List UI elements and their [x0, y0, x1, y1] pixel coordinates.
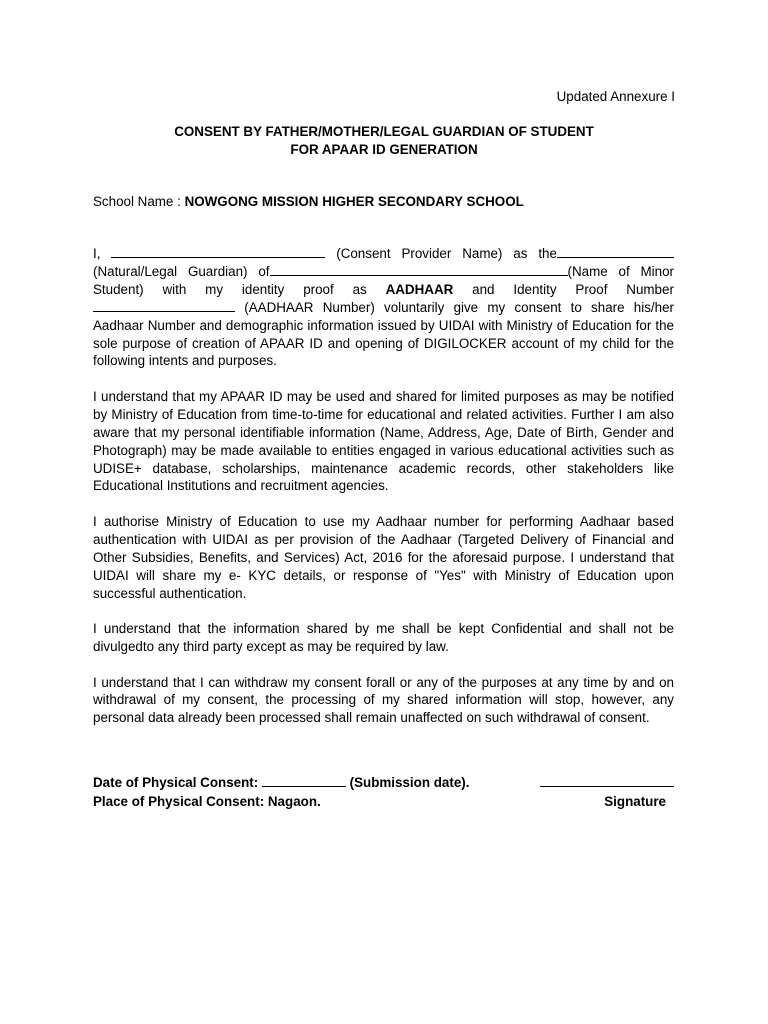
signature-line [540, 774, 674, 787]
school-name-value: NOWGONG MISSION HIGHER SECONDARY SCHOOL [184, 194, 524, 209]
apaar-usage-paragraph: I understand that my APAAR ID may be used and shared for limited purposes as may be notified by Ministry of Education from time-to-time for educational and related activities. Further I am also aware that my personal identifiable information (Name, Address, Age, Date of Birth, Gender and Photograph) may be made available to entities engaged in various educational activities such as UDISE+ database, scholarships, maintenance academic records, other stakeholders like Educational Institutions and recruitment agencies. [93, 388, 674, 494]
signature-label: Signature [604, 794, 666, 809]
date-row [93, 774, 674, 793]
text-as: as [513, 246, 528, 261]
school-name-label: School Name : [93, 194, 181, 209]
text-proof: proof [303, 281, 334, 297]
text-proof-2: Proof [575, 281, 608, 297]
consent-line-2 [93, 263, 674, 281]
date-blank [262, 774, 346, 787]
text-student: Student) [93, 281, 144, 297]
consent-provider-name-label: (Consent Provider Name) [336, 246, 503, 261]
guardian-label: (Natural/Legal Guardian) of [93, 263, 270, 279]
aadhaar-number-blank [93, 299, 235, 312]
text-number: Number [626, 281, 674, 297]
text-identity: identity [241, 281, 285, 297]
school-name-row [93, 193, 524, 211]
consent-rest [93, 299, 674, 371]
form-title-line-2: FOR APAAR ID GENERATION [290, 141, 478, 157]
text-with: with [162, 281, 187, 297]
consent-rest-text: (AADHAAR Number) voluntarily give my consent to share his/her Aadhaar Number and demographic information issued by UIDAI with Ministry of Education for the sole purpose of creation of APAAR ID and opening of DIGILOCKER account of my child for the following intents and purposes. [93, 299, 674, 369]
consent-line-1 [93, 245, 674, 263]
minor-student-name-blank [270, 263, 568, 276]
minor-name-label: (Name of Minor [567, 263, 674, 279]
place-label: Place of Physical Consent: [93, 794, 265, 809]
submission-date-label: (Submission date). [349, 775, 470, 790]
text-the: the [538, 246, 557, 261]
the-with-blank [538, 246, 674, 261]
form-footer [93, 774, 674, 812]
withdrawal-paragraph: I understand that I can withdraw my consent forall or any of the purposes at any time by and on withdrawal of my consent, the processing of my shared information will stop, however, any personal data already been processed shall remain unaffected on such withdrawal of consent. [93, 674, 674, 726]
date-label: Date of Physical Consent: [93, 775, 259, 790]
authorisation-paragraph: I authorise Ministry of Education to use my Aadhaar number for performing Aadhaar based authentication with UIDAI as per provision of the Aadhaar (Targeted Delivery of Financial and Other Subsidies, Benefits, and Services) Act, 2016 for the aforesaid purpose. I understand that UIDAI will share my e- KYC details, or response of "Yes" with Ministry of Education upon successful authentication. [93, 513, 674, 601]
confidentiality-paragraph: I understand that the information shared by me shall be kept Confidential and shall not be divulgedto any third party except as may be required by law. [93, 621, 674, 654]
relation-blank [557, 245, 674, 258]
text-identity-2: Identity [513, 281, 557, 297]
text-aadhaar: AADHAAR [385, 281, 454, 297]
text-i: I, [93, 246, 101, 261]
annexure-label: Updated Annexure I [556, 89, 675, 104]
text-my: my [205, 281, 224, 297]
text-and: and [472, 281, 495, 297]
form-title-line-1: CONSENT BY FATHER/MOTHER/LEGAL GUARDIAN OF STUDENT [174, 124, 594, 139]
consent-line-3 [93, 281, 674, 299]
place-value: Nagaon. [267, 794, 321, 809]
place-of-consent [93, 793, 321, 812]
consent-body [93, 245, 674, 727]
consent-provider-name-blank [111, 245, 325, 258]
guardian-with-blank [93, 264, 568, 279]
text-as-2: as [352, 281, 367, 297]
form-title [0, 123, 768, 159]
date-of-consent [93, 774, 469, 793]
place-row [93, 793, 674, 812]
consent-paragraph [93, 245, 674, 370]
